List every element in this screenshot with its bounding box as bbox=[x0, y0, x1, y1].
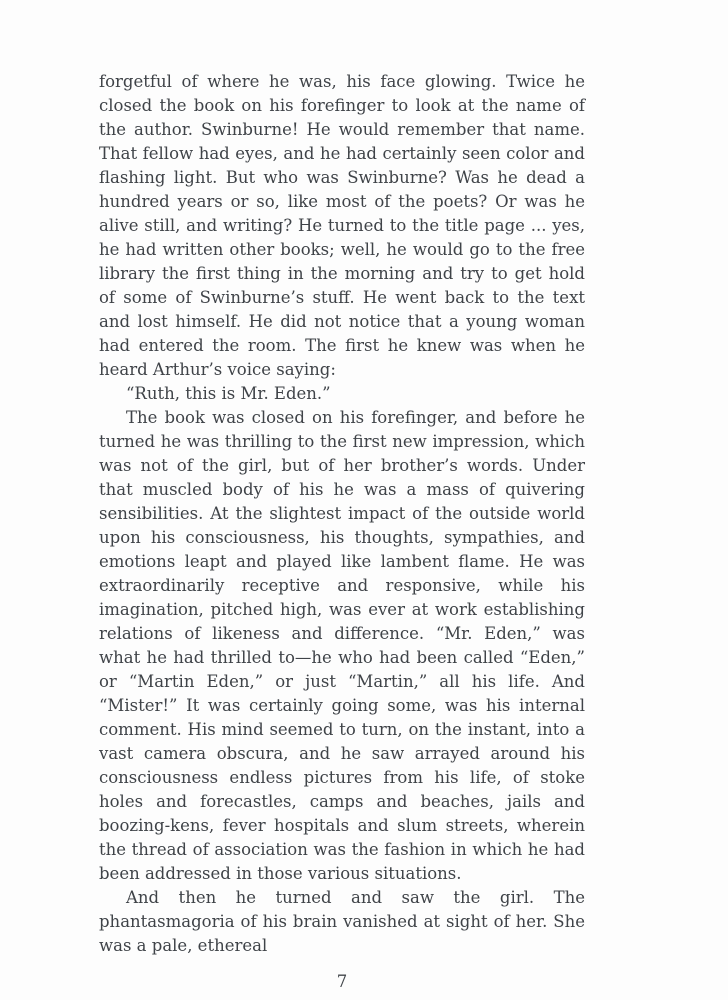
paragraph: And then he turned and saw the girl. The phantasmagoria of his brain vanished at sight of her. She was a pale, ethereal bbox=[99, 888, 585, 955]
paragraph: The book was closed on his forefinger, and before he turned he was thrilling to the first new impression, which was not of the girl, but of her brother’s words. Under that muscled body of his he was a mass of quivering sensibilities. At the slightest impact of the outside world upon his consciousness, his thoughts, sympathies, and emotions leapt and played like lambent flame. He was extraordinarily receptive and responsive, while his imagination, pitched high, was ever at work establishing relations of likeness and difference. “Mr. Eden,” was what he had thrilled to—he who had been called “Eden,” or “Martin Eden,” or just “Martin,” all his life. And “Mister!” It was certainly going some, was his internal comment. His mind seemed to turn, on the instant, into a vast camera obscura, and he saw arrayed around his consciousness endless pictures from his life, of stoke holes and forecastles, camps and beaches, jails and boozing-kens, fever hospitals and slum streets, wherein the thread of association was the fashion in which he had been addressed in those various situations. bbox=[99, 408, 585, 883]
page-number: 7 bbox=[336, 972, 348, 991]
text-column bbox=[99, 70, 585, 994]
paragraph: forgetful of where he was, his face glowing. Twice he closed the book on his forefinger to look at the name of the author. Swinburne! He would remember that name. That fellow had eyes, and he had certainly seen color and flashing light. But who was Swinburne? Was he dead a hundred years or so, like most of the poets? Or was he alive still, and writing? He turned to the title page ... yes, he had written other books; well, he would go to the free library the first thing in the morning and try to get hold of some of Swinburne’s stuff. He went back to the text and lost himself. He did not notice that a young woman had entered the room. The first he knew was when he heard Arthur’s voice saying: bbox=[99, 72, 585, 379]
paragraph: “Ruth, this is Mr. Eden.” bbox=[126, 384, 331, 403]
